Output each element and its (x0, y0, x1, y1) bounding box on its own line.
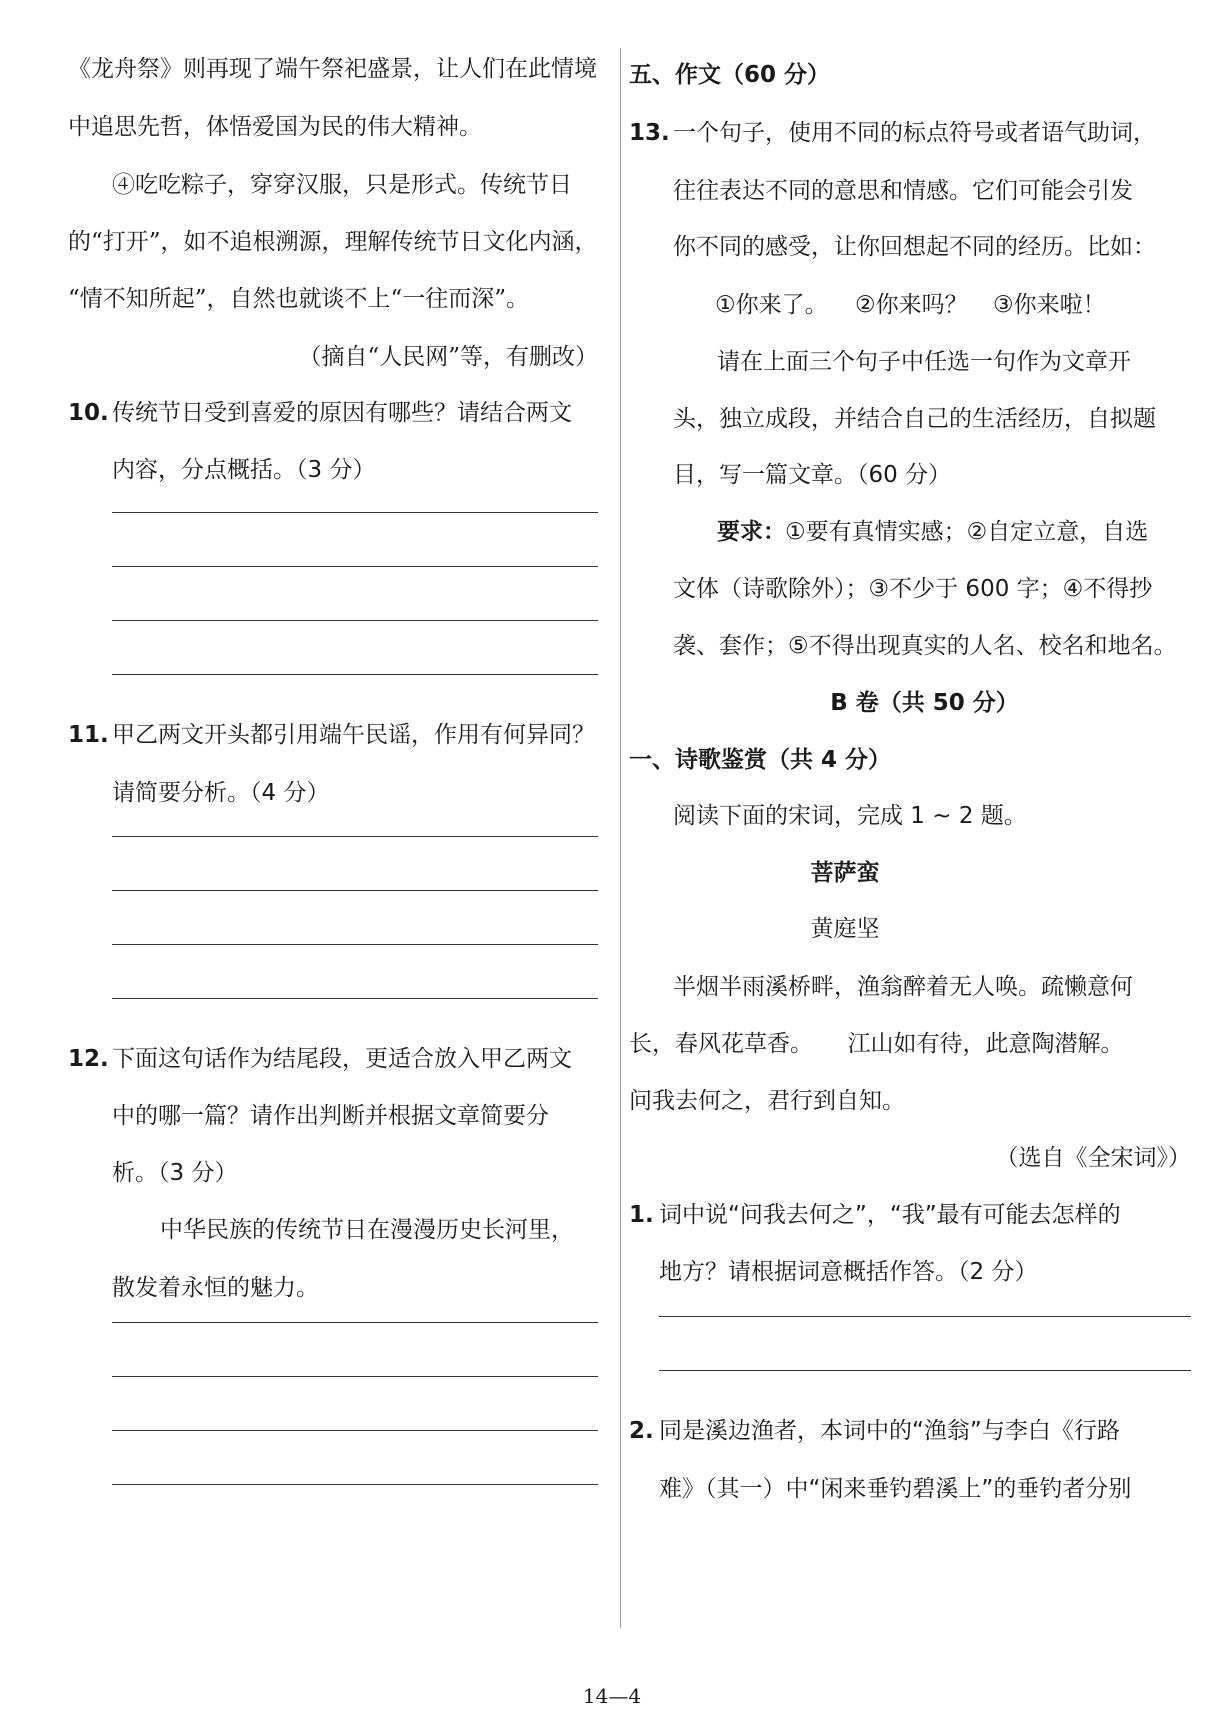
answer-line[interactable] (112, 1322, 598, 1323)
question-12-text: 下面这句话作为结尾段，更适合放入甲乙两文 (112, 1046, 572, 1072)
question-12-text: 中的哪一篇？请作出判断并根据文章简要分 (112, 1103, 549, 1129)
task-line: 头，独立成段，并结合自己的生活经历，自拟题 (673, 406, 1156, 432)
question-number: 11. (68, 722, 109, 748)
quote-line: 中华民族的传统节日在漫漫历史长河里， (160, 1217, 574, 1243)
answer-line[interactable] (112, 1376, 598, 1377)
answer-line[interactable] (112, 836, 598, 837)
answer-line[interactable] (659, 1316, 1191, 1317)
answer-line[interactable] (112, 1484, 598, 1485)
poem-line: 问我去何之，君行到自知。 (629, 1088, 905, 1114)
question-11-text: 甲乙两文开头都引用端午民谣，作用有何异同？ (112, 722, 595, 748)
section-title: 一、诗歌鉴赏（共 4 分） (629, 747, 892, 773)
answer-line[interactable] (112, 1430, 598, 1431)
passage-line: “情不知所起”，自然也就谈不上“一往而深”。 (68, 286, 530, 312)
question-13-text: 你不同的感受，让你回想起不同的经历。比如： (673, 234, 1156, 260)
quote-line: 散发着永恒的魅力。 (112, 1275, 319, 1301)
question-10-text: 传统节日受到喜爱的原因有哪些？请结合两文 (112, 400, 572, 426)
section-title: 五、作文（60 分） (629, 62, 831, 88)
poem-title: 菩萨蛮 (810, 860, 880, 886)
passage-line: ④吃吃粽子，穿穿汉服，只是形式。传统节日 (112, 172, 572, 198)
poem-line: 半烟半雨溪桥畔，渔翁醉着无人唤。疏懒意何 (673, 974, 1133, 1000)
question-number: 2. (629, 1418, 654, 1444)
answer-line[interactable] (112, 512, 598, 513)
page-number: 14—4 (582, 1684, 642, 1708)
question-number: 10. (68, 400, 109, 426)
passage-source: （摘自“人民网”等，有删改） (298, 344, 598, 370)
question-2-text: 同是溪边渔者，本词中的“渔翁”与李白《行路 (659, 1418, 1120, 1444)
question-11-text: 请简要分析。（4 分） (112, 780, 330, 806)
option-sentence: ②你来吗？ (855, 292, 968, 318)
passage-line: 的“打开”，如不追根溯源，理解传统节日文化内涵， (68, 229, 598, 255)
requirement-line: ①要有真情实感；②自定立意，自选 (785, 519, 1149, 545)
column-divider (620, 48, 621, 1628)
poem-line: 长，春风花草香。 江山如有待，此意陶潜解。 (629, 1031, 1124, 1057)
passage-line: 《龙舟祭》则再现了端午祭祀盛景，让人们在此情境 (68, 56, 597, 82)
poem-intro: 阅读下面的宋词，完成 1 ~ 2 题。 (673, 803, 1027, 829)
question-number: 1. (629, 1202, 654, 1228)
answer-line[interactable] (112, 620, 598, 621)
answer-line[interactable] (112, 674, 598, 675)
volume-b-heading: B 卷（共 50 分） (830, 690, 1019, 716)
question-2-text: 难》（其一）中“闲来垂钓碧溪上”的垂钓者分别 (659, 1476, 1132, 1502)
passage-line: 中追思先哲，体悟爱国为民的伟大精神。 (68, 114, 482, 140)
answer-line[interactable] (112, 566, 598, 567)
answer-line[interactable] (659, 1370, 1191, 1371)
poem-author: 黄庭坚 (810, 916, 880, 942)
question-1-text: 地方？请根据词意概括作答。（2 分） (659, 1259, 1038, 1285)
question-1-text: 词中说“问我去何之”，“我”最有可能去怎样的 (659, 1202, 1121, 1228)
option-sentence: ③你来啦！ (993, 292, 1106, 318)
answer-line[interactable] (112, 890, 598, 891)
question-12-text: 析。（3 分） (112, 1160, 238, 1186)
question-13-text: 往往表达不同的意思和情感。它们可能会引发 (673, 178, 1133, 204)
question-10-text: 内容，分点概括。（3 分） (112, 457, 376, 483)
question-number: 12. (68, 1046, 109, 1072)
task-line: 请在上面三个句子中任选一句作为文章开 (717, 349, 1131, 375)
answer-line[interactable] (112, 944, 598, 945)
answer-line[interactable] (112, 998, 598, 999)
requirement-line: 袭、套作；⑤不得出现真实的人名、校名和地名。 (673, 633, 1177, 659)
poem-source: （选自《全宋词》） (995, 1145, 1191, 1171)
task-line: 目，写一篇文章。（60 分） (673, 462, 952, 488)
question-number: 13. (629, 120, 670, 146)
requirement-line: 文体（诗歌除外）；③不少于 600 字；④不得抄 (673, 576, 1153, 602)
question-13-text: 一个句子，使用不同的标点符号或者语气助词， (673, 120, 1156, 146)
requirement-label: 要求： (717, 519, 786, 545)
option-sentence: ①你来了。 (715, 292, 828, 318)
